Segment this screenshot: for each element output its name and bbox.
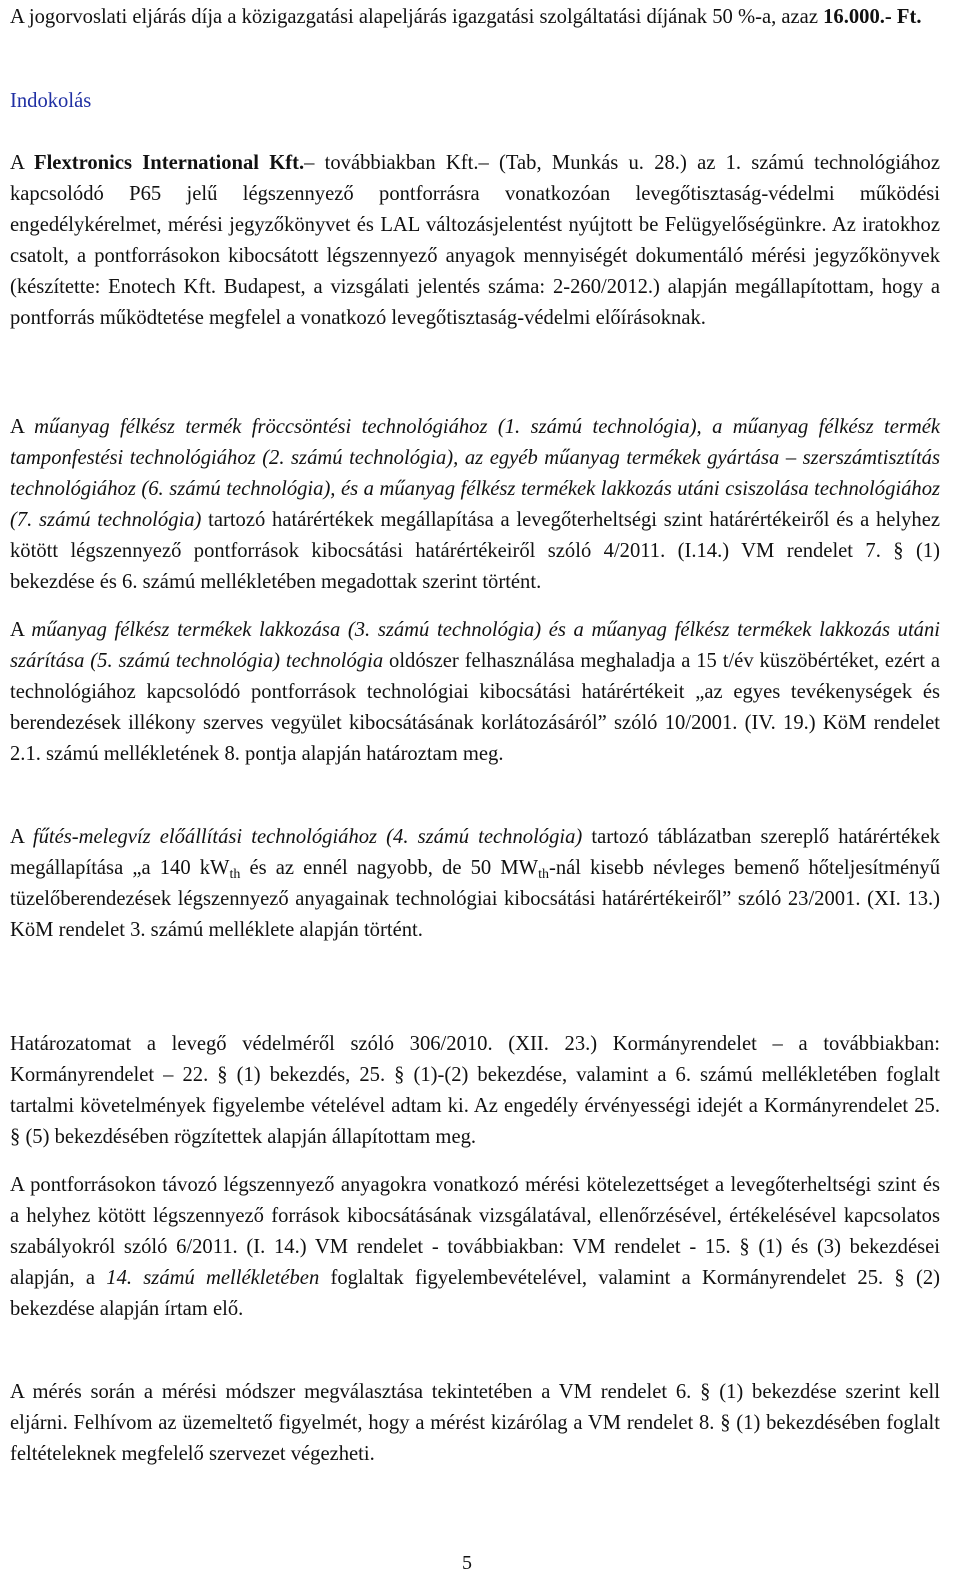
- justification-paragraph-4: [10, 822, 940, 946]
- p3-italic-technologies: műanyag félkész termék fröccsöntési technológiához (1. számú technológia), a műanyag félkész termék tamponfestési technológiához (2. számú technológia), az egyéb műanyag termékek gyártása – szerszámtisztítás technológiához (6. számú technológia), és a műanyag félkész termékek lakkozás utáni csiszolása technológiához (7. számú technológia): [10, 416, 941, 531]
- p7-text-a: A pontforrásokon távozó légszennyező anyagokra vonatkozó mérési kötelezettséget a levegőterheltségi szint és a helyhez kötött légszennyező források kibocsátásának vizsgálatával, ellenőrzésével, értékelésével kapcsolatos szabályokról szóló 6/2011. (I. 14.) VM rendelet - továbbiakban: VM rendelet - 15. § (1) és (3) bekezdései alapján, a: [10, 1174, 940, 1289]
- section-heading: Indokolás: [10, 90, 92, 112]
- company-name: Flextronics International Kft.: [34, 152, 305, 174]
- p7-italic-annex: 14. számú mellékletében: [106, 1267, 320, 1289]
- p5-subscript-1: th: [229, 867, 241, 882]
- p4-text-b: oldószer felhasználása meghaladja a 15 t/év küszöbértéket, ezért a technológiához kapcsolódó pontforrások technológiai kibocsátási határértékeit „az egyes tevékenységek és berendezések illékony szerves vegyület kibocsátásának korlátozásáról” szóló 10/2001. (IV. 19.) KöM rendelet 2.1. számú mellékletének 8. pontja alapján határoztam meg.: [10, 650, 940, 765]
- p4-italic-technologies: műanyag félkész termékek lakkozása (3. számú technológia) és a műanyag félkész termékek lakkozás utáni szárítása (5. számú technológia) technológia: [10, 619, 941, 672]
- justification-paragraph-2: [10, 412, 940, 598]
- fee-text: A jogorvoslati eljárás díja a közigazgatási alapeljárás igazgatási szolgáltatási díjának 50 %-a, azaz: [10, 6, 824, 28]
- p7-text-b: foglaltak figyelembevételével, valamint a Kormányrendelet 25. § (2) bekezdése alapján írtam elő.: [10, 1267, 940, 1320]
- fee-amount: 16.000.- Ft.: [823, 6, 922, 28]
- p3-text-b: tartozó határértékek megállapítása a levegőterheltségi szint határértékeiről és a helyhez kötött légszennyező pontforrások kibocsátási határértékeiről szóló 4/2011. (I.14.) VM rendelet 7. § (1) bekezdése és 6. számú mellékletében megadottak szerint történt.: [10, 509, 940, 593]
- p5-text-d: -nál kisebb névleges bemenő hőteljesítményű tüzelőberendezések légszennyező anyagainak technológiai kibocsátási határértékeiről” szóló 23/2001. (XI. 13.) KöM rendelet 3. számú melléklete alapján történt.: [10, 857, 941, 941]
- p5-subscript-2: th: [538, 867, 549, 882]
- justification-paragraph-3: [10, 615, 940, 770]
- p3-text-a: A: [10, 416, 35, 438]
- justification-paragraph-7: A mérés során a mérési módszer megválasztása tekintetében a VM rendelet 6. § (1) bekezdése szerint kell eljárni. Felhívom az üzemeltető figyelmét, hogy a mérést kizárólag a VM rendelet 8. § (1) bekezdésében foglalt feltételeknek megfelelő szervezet végezheti.: [10, 1381, 940, 1465]
- fee-paragraph: [10, 2, 940, 33]
- p2-text-b: – továbbiakban Kft.– (Tab, Munkás u. 28.) az 1. számú technológiához kapcsolódó P65 jelű légszennyező pontforrásra vonatkozóan levegőtisztaság-védelmi működési engedélykérelmet, mérési jegyzőkönyvet és LAL változásjelentést nyújtott be Felügyelőségünkre. Az iratokhoz csatolt, a pontforrásokon kibocsátott légszennyező anyagok mennyiségét dokumentáló mérési jegyzőkönyvek (készítette: Enotech Kft. Budapest, a vizsgálati jelentés száma: 2-260/2012.) alapján megállapítottam, hogy a pontforrás működtetése megfelel a vonatkozó levegőtisztaság-védelmi előírásoknak.: [10, 152, 940, 329]
- justification-paragraph-1: [10, 148, 940, 334]
- page-number: 5: [462, 1552, 472, 1574]
- p5-italic-technology: fűtés-melegvíz előállítási technológiához (4. számú technológia): [32, 826, 583, 848]
- p5-text-c: és az ennél nagyobb, de 50 MW: [240, 857, 539, 879]
- justification-paragraph-6: [10, 1170, 940, 1325]
- p4-text-a: A: [10, 619, 32, 641]
- justification-paragraph-5: Határozatomat a levegő védelméről szóló 306/2010. (XII. 23.) Kormányrendelet – a továbbiakban: Kormányrendelet – 22. § (1) bekezdés, 25. § (1)-(2) bekezdése, valamint a 6. számú mellékletében foglalt tartalmi követelmények figyelembe vételével adtam ki. Az engedély érvényességi idejét a Kormányrendelet 25. § (5) bekezdésében rögzítettek alapján állapítottam meg.: [10, 1033, 940, 1148]
- p2-text-a: A: [10, 152, 34, 174]
- p5-text-a: A: [10, 826, 33, 848]
- p5-text-b: tartozó táblázatban szereplő határértékek megállapítása „a 140 kW: [10, 826, 941, 879]
